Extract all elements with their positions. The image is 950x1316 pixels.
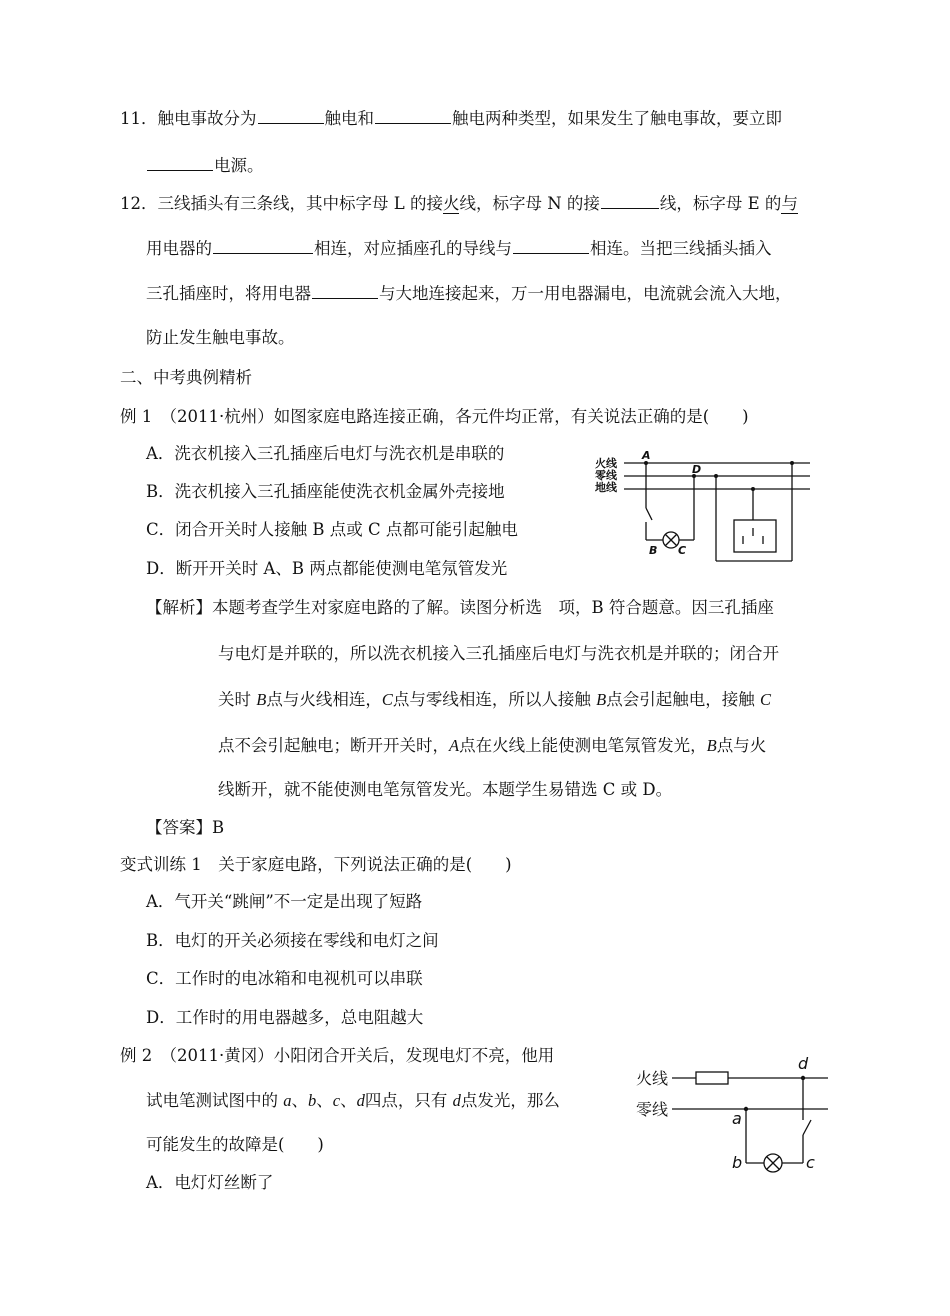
junction-dot — [714, 474, 718, 478]
q11-text-b: 触电和 — [324, 109, 374, 128]
example2-stem: 例 2 （2011·黄冈）小阳闭合开关后，发现电灯不亮，他用 — [120, 1046, 555, 1065]
analysis-text: 点会引起触电，接触 — [606, 690, 760, 709]
point-a-label: a — [732, 1109, 742, 1128]
q12-underlined-yu: 与 — [781, 194, 798, 213]
answer: 【答案】B — [146, 818, 225, 837]
neutral-wire-label: 零线 — [636, 1100, 669, 1119]
junction-dot — [790, 461, 794, 465]
q11-line2 — [146, 154, 264, 178]
q12-text-g: 相连，对应插座孔的导线与 — [314, 239, 512, 258]
variant1-option-d[interactable]: D．工作时的用电器越多，总电阻越大 — [146, 1008, 424, 1027]
analysis-text: 点与零线相连，所以人接触 — [392, 690, 597, 709]
analysis-text: 点不会引起触电；断开开关时， — [218, 736, 449, 755]
q12-line4: 防止发生触电事故。 — [146, 328, 295, 347]
variant1-option-c[interactable]: C．工作时的电冰箱和电视机可以串联 — [146, 969, 423, 988]
fill-blank[interactable] — [258, 108, 324, 124]
italic-point-label: a — [283, 1091, 292, 1110]
analysis-line4 — [218, 734, 766, 758]
fill-blank[interactable] — [213, 238, 313, 254]
example2-line2 — [146, 1089, 560, 1113]
analysis-text: 点与火 — [716, 736, 767, 755]
analysis-line2: 与电灯是并联的，所以洗衣机接入三孔插座后电灯与洗衣机是并联的；闭合开 — [218, 644, 779, 663]
example1-option-b[interactable]: B．洗衣机接入三孔插座能使洗衣机金属外壳接地 — [146, 482, 505, 501]
q11-text-a: 11．触电事故分为 — [120, 109, 257, 128]
point-d-label: D — [692, 463, 702, 476]
q12-text-a: 12．三线插头有三条线，其中标字母 L 的接 — [120, 194, 443, 213]
q12-text-i: 三孔插座时，将用电器 — [146, 284, 311, 303]
junction-dot — [801, 1076, 805, 1080]
circuit-diagram-1 — [582, 448, 822, 578]
point-b-label: B — [649, 544, 658, 557]
example2-text: 四点，只有 — [364, 1091, 453, 1110]
analysis-text: 点在火线上能使测电笔氖管发光， — [459, 736, 707, 755]
analysis-text: 本题考查学生对家庭电路的了解。读图分析选 项，B 符合题意。因三孔插座 — [212, 598, 774, 617]
q11-text-c: 触电两种类型，如果发生了触电事故，要立即 — [452, 109, 782, 128]
fill-blank[interactable] — [513, 238, 589, 254]
three-hole-socket — [734, 520, 776, 552]
italic-point-label: A — [449, 736, 460, 755]
switch[interactable] — [646, 508, 652, 520]
analysis-text: 点与火线相连， — [266, 690, 382, 709]
point-b-label: b — [732, 1153, 743, 1172]
q12-line1 — [120, 192, 798, 216]
italic-point-label: C — [381, 690, 393, 709]
q12-text-f: 用电器的 — [146, 239, 212, 258]
variant1-option-a[interactable]: A．气开关“跳闸”不一定是出现了短路 — [146, 892, 423, 911]
point-c-label: c — [806, 1153, 815, 1172]
italic-point-label: C — [759, 690, 771, 709]
q12-text-j: 与大地连接起来，万一用电器漏电，电流就会流入大地， — [379, 284, 792, 303]
point-d-label: d — [798, 1054, 809, 1073]
fuse — [696, 1072, 728, 1084]
live-wire-label: 火线 — [595, 457, 617, 470]
italic-point-label: d — [356, 1091, 365, 1110]
example2-text: 、 — [340, 1091, 357, 1110]
fill-blank[interactable] — [375, 108, 451, 124]
example1-option-d[interactable]: D．断开开关时 A、B 两点都能使测电笔氖管发光 — [146, 559, 508, 578]
q11-text-d: 电源。 — [214, 156, 264, 175]
fill-blank[interactable] — [601, 193, 659, 209]
italic-point-label: c — [332, 1091, 341, 1110]
example2-text: 、 — [316, 1091, 333, 1110]
italic-point-label: B — [256, 690, 267, 709]
point-c-label: C — [678, 544, 687, 557]
live-wire-label: 火线 — [636, 1069, 669, 1088]
circuit-diagram-2 — [636, 1055, 836, 1175]
q12-text-h: 相连。当把三线插头插入 — [590, 239, 772, 258]
example2-line3: 可能发生的故障是( ) — [146, 1135, 324, 1154]
analysis-line5: 线断开，就不能使测电笔氖管发光。本题学生易错选 C 或 D。 — [218, 780, 673, 799]
example2-option-a[interactable]: A．电灯灯丝断了 — [146, 1173, 274, 1192]
q12-line2 — [146, 237, 772, 261]
example2-text: 试电笔测试图中的 — [146, 1091, 284, 1110]
junction-dot — [744, 1107, 748, 1111]
point-a-label: A — [642, 449, 651, 462]
analysis-line3 — [218, 688, 771, 712]
analysis-tag: 【解析】 — [146, 598, 212, 617]
italic-point-label: b — [308, 1091, 317, 1110]
fill-blank[interactable] — [312, 283, 378, 299]
earth-wire-label: 地线 — [595, 481, 617, 494]
q12-text-d: 线，标字母 E 的 — [659, 194, 782, 213]
analysis-line1 — [146, 596, 774, 620]
q12-line3 — [146, 282, 792, 306]
q12-underlined-fire: 火 — [442, 194, 460, 213]
switch[interactable] — [803, 1120, 811, 1135]
example2-text: 点发光，那么 — [460, 1091, 560, 1110]
example2-text: 、 — [291, 1091, 308, 1110]
variant1-stem: 变式训练 1 关于家庭电路，下列说法正确的是( ) — [120, 855, 512, 874]
section-title: 二、中考典例精析 — [120, 368, 252, 387]
junction-dot — [751, 487, 755, 491]
example1-option-a[interactable]: A．洗衣机接入三孔插座后电灯与洗衣机是串联的 — [146, 444, 505, 463]
variant1-option-b[interactable]: B．电灯的开关必须接在零线和电灯之间 — [146, 931, 439, 950]
fill-blank[interactable] — [147, 155, 213, 171]
example1-stem: 例 1 （2011·杭州）如图家庭电路连接正确，各元件均正常，有关说法正确的是( ) — [120, 407, 749, 426]
neutral-wire-label: 零线 — [595, 469, 617, 482]
italic-point-label: B — [596, 690, 607, 709]
q12-text-c: 线，标字母 N 的接 — [459, 194, 600, 213]
q11-line1 — [120, 107, 782, 131]
italic-point-label: d — [452, 1091, 461, 1110]
italic-point-label: B — [706, 736, 717, 755]
analysis-text: 关时 — [218, 690, 257, 709]
example1-option-c[interactable]: C．闭合开关时人接触 B 点或 C 点都可能引起触电 — [146, 520, 518, 539]
